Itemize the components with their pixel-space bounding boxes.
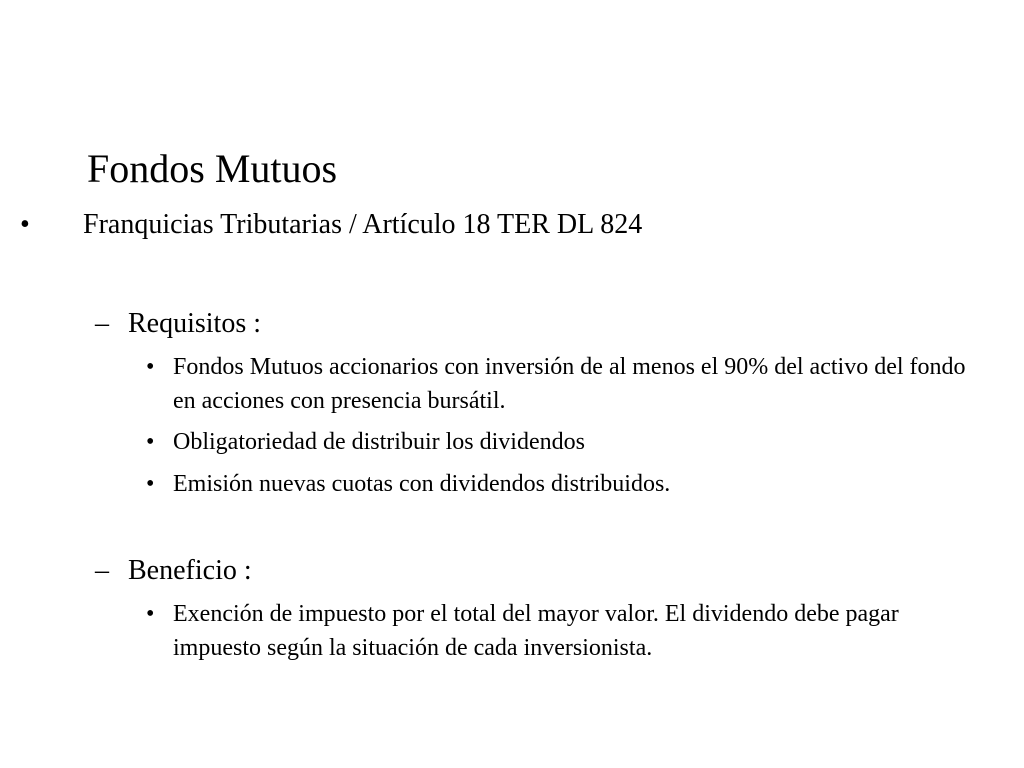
list-item-requisito-2 <box>146 425 966 459</box>
bullet-marker: • <box>146 601 155 627</box>
section-requisitos-marker: – <box>95 308 109 339</box>
main-bullet-marker: • <box>20 209 30 240</box>
list-item-requisito-1 <box>146 350 966 418</box>
bullet-marker: • <box>146 471 155 497</box>
list-item-text: Emisión nuevas cuotas con dividendos distribuidos. <box>173 471 671 497</box>
slide-title: Fondos Mutuos <box>87 146 338 191</box>
section-beneficio-label: Beneficio : <box>128 555 252 586</box>
section-beneficio-marker: – <box>95 555 109 586</box>
list-item-text: Fondos Mutuos accionarios con inversión de al menos el 90% del activo del fondo en acciones con presencia bursátil. <box>173 354 966 414</box>
bullet-marker: • <box>146 429 155 455</box>
list-item-beneficio-1 <box>146 597 966 665</box>
section-requisitos-label: Requisitos : <box>128 308 262 339</box>
list-item-text: Exención de impuesto por el total del mayor valor. El dividendo debe pagar impuesto según la situación de cada inversionista. <box>173 601 899 661</box>
list-item-text: Obligatoriedad de distribuir los dividendos <box>173 429 585 455</box>
list-item-requisito-3 <box>146 467 966 501</box>
bullet-marker: • <box>146 354 155 380</box>
main-bullet-text: Franquicias Tributarias / Artículo 18 TER DL 824 <box>83 209 643 240</box>
